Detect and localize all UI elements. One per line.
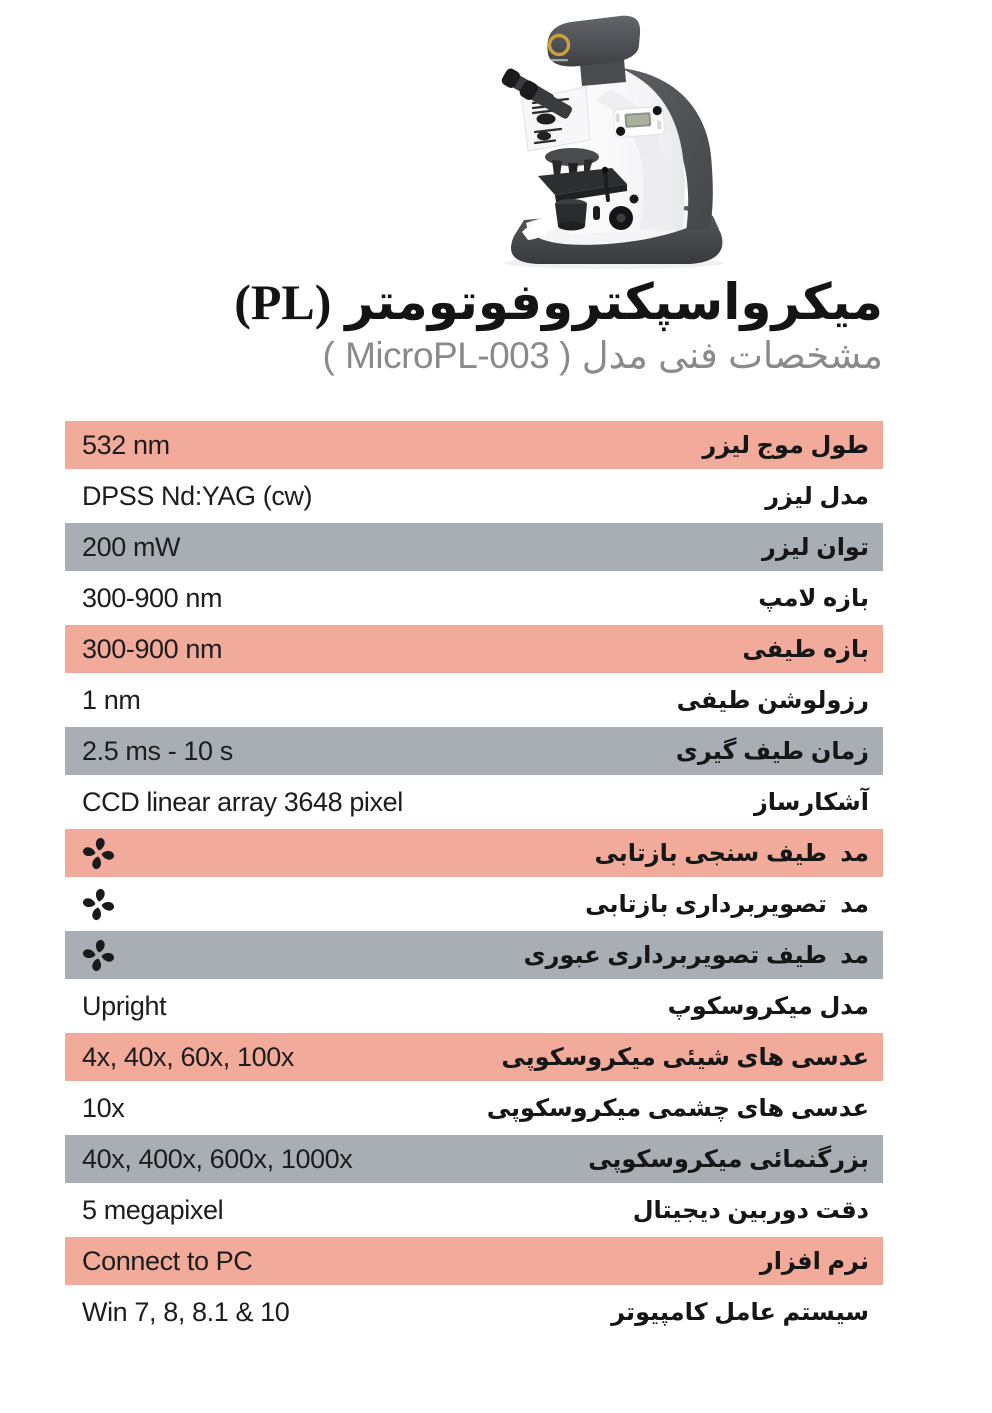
spec-label: عدسی های شیئی میکروسکوپی: [501, 1043, 869, 1071]
spec-row: [65, 574, 883, 622]
spec-value: 532 nm: [82, 429, 170, 460]
spec-row: [65, 1033, 883, 1081]
spec-value-cell: [65, 939, 115, 972]
spec-label: مدل لیزر: [765, 482, 869, 510]
spec-value-cell: [65, 1246, 252, 1277]
spec-row: [65, 931, 883, 979]
spec-row: [65, 676, 883, 724]
spec-row: [65, 982, 883, 1030]
spec-label: زمان طیف گیری: [675, 737, 869, 765]
spec-row: [65, 1084, 883, 1132]
spec-value-cell: [65, 1042, 294, 1073]
spec-label: مدل میکروسکوپ: [667, 992, 869, 1020]
four-petal-check-icon: [82, 939, 115, 972]
spec-label: بازه لامپ: [758, 584, 869, 612]
spec-label: بزرگنمائی میکروسکوپی: [588, 1145, 869, 1173]
spec-label: بازه طیفی: [742, 635, 869, 663]
spec-value: CCD linear array 3648 pixel: [82, 786, 403, 817]
spec-value-cell: [65, 1144, 352, 1175]
spec-row: [65, 472, 883, 520]
spec-value-cell: [65, 1195, 223, 1226]
spec-value: 10x: [82, 1092, 125, 1123]
spec-value: Connect to PC: [82, 1245, 253, 1276]
spec-value-cell: [65, 430, 170, 461]
spec-label: طول موج لیزر: [702, 431, 869, 459]
spec-table: [65, 421, 883, 1336]
spec-label: دقت دوربین دیجیتال: [632, 1196, 869, 1224]
page-title-persian: میکرواسپکتروفوتومتر: [345, 274, 883, 330]
spec-value: 4x, 40x, 60x, 100x: [82, 1041, 294, 1072]
spec-label: مد طیف تصویربرداری عبوری: [523, 941, 869, 969]
spec-label: رزولوشن طیفی: [676, 686, 869, 714]
spec-label: عدسی های چشمی میکروسکوپی: [486, 1094, 869, 1122]
spec-value-cell: [65, 736, 233, 767]
spec-row: [65, 1237, 883, 1285]
spec-value-cell: [65, 532, 180, 563]
page-title-model-code: (PL): [234, 274, 332, 330]
page-title: [234, 274, 883, 330]
spec-value: DPSS Nd:YAG (cw): [82, 480, 313, 511]
spec-value-cell: [65, 991, 166, 1022]
spec-value: 300-900 nm: [82, 582, 223, 613]
microscope-photo: [492, 8, 732, 270]
four-petal-check-icon: [82, 837, 115, 870]
spec-row: [65, 1186, 883, 1234]
spec-row: [65, 1135, 883, 1183]
spec-value-cell: [65, 888, 115, 921]
spec-row: [65, 778, 883, 826]
spec-value-cell: [65, 685, 140, 716]
page-subtitle: [234, 336, 883, 377]
spec-value: Win 7, 8, 8.1 & 10: [82, 1296, 290, 1327]
spec-value-cell: [65, 1297, 289, 1328]
spec-label: مد تصویربرداری بازتابی: [585, 890, 869, 918]
spec-label: نرم افزار: [759, 1247, 869, 1275]
spec-row: [65, 421, 883, 469]
spec-value: 1 nm: [82, 684, 141, 715]
spec-label: سیستم عامل کامپیوتر: [611, 1298, 869, 1326]
spec-row: [65, 829, 883, 877]
spec-row: [65, 727, 883, 775]
spec-row: [65, 523, 883, 571]
spec-value-cell: [65, 481, 312, 512]
spec-value-cell: [65, 1093, 124, 1124]
spec-value: 5 megapixel: [82, 1194, 224, 1225]
spec-row: [65, 625, 883, 673]
spec-row: [65, 880, 883, 928]
four-petal-check-icon: [82, 888, 115, 921]
spec-value: 40x, 400x, 600x, 1000x: [82, 1143, 353, 1174]
spec-label: توان لیزر: [762, 533, 869, 561]
header: [234, 274, 883, 377]
spec-value: Upright: [82, 990, 167, 1021]
spec-value-cell: [65, 634, 222, 665]
spec-value-cell: [65, 787, 403, 818]
spec-value-cell: [65, 583, 222, 614]
page-subtitle-persian: مشخصات فنی مدل: [581, 335, 883, 376]
spec-value-cell: [65, 837, 115, 870]
page-subtitle-model-code: ( MicroPL-003 ): [322, 335, 572, 376]
spec-label: مد طیف سنجی بازتابی: [594, 839, 869, 867]
spec-value: 2.5 ms - 10 s: [82, 735, 233, 766]
spec-label: آشکارساز: [753, 788, 869, 816]
spec-row: [65, 1288, 883, 1336]
spec-value: 200 mW: [82, 531, 181, 562]
spec-value: 300-900 nm: [82, 633, 223, 664]
